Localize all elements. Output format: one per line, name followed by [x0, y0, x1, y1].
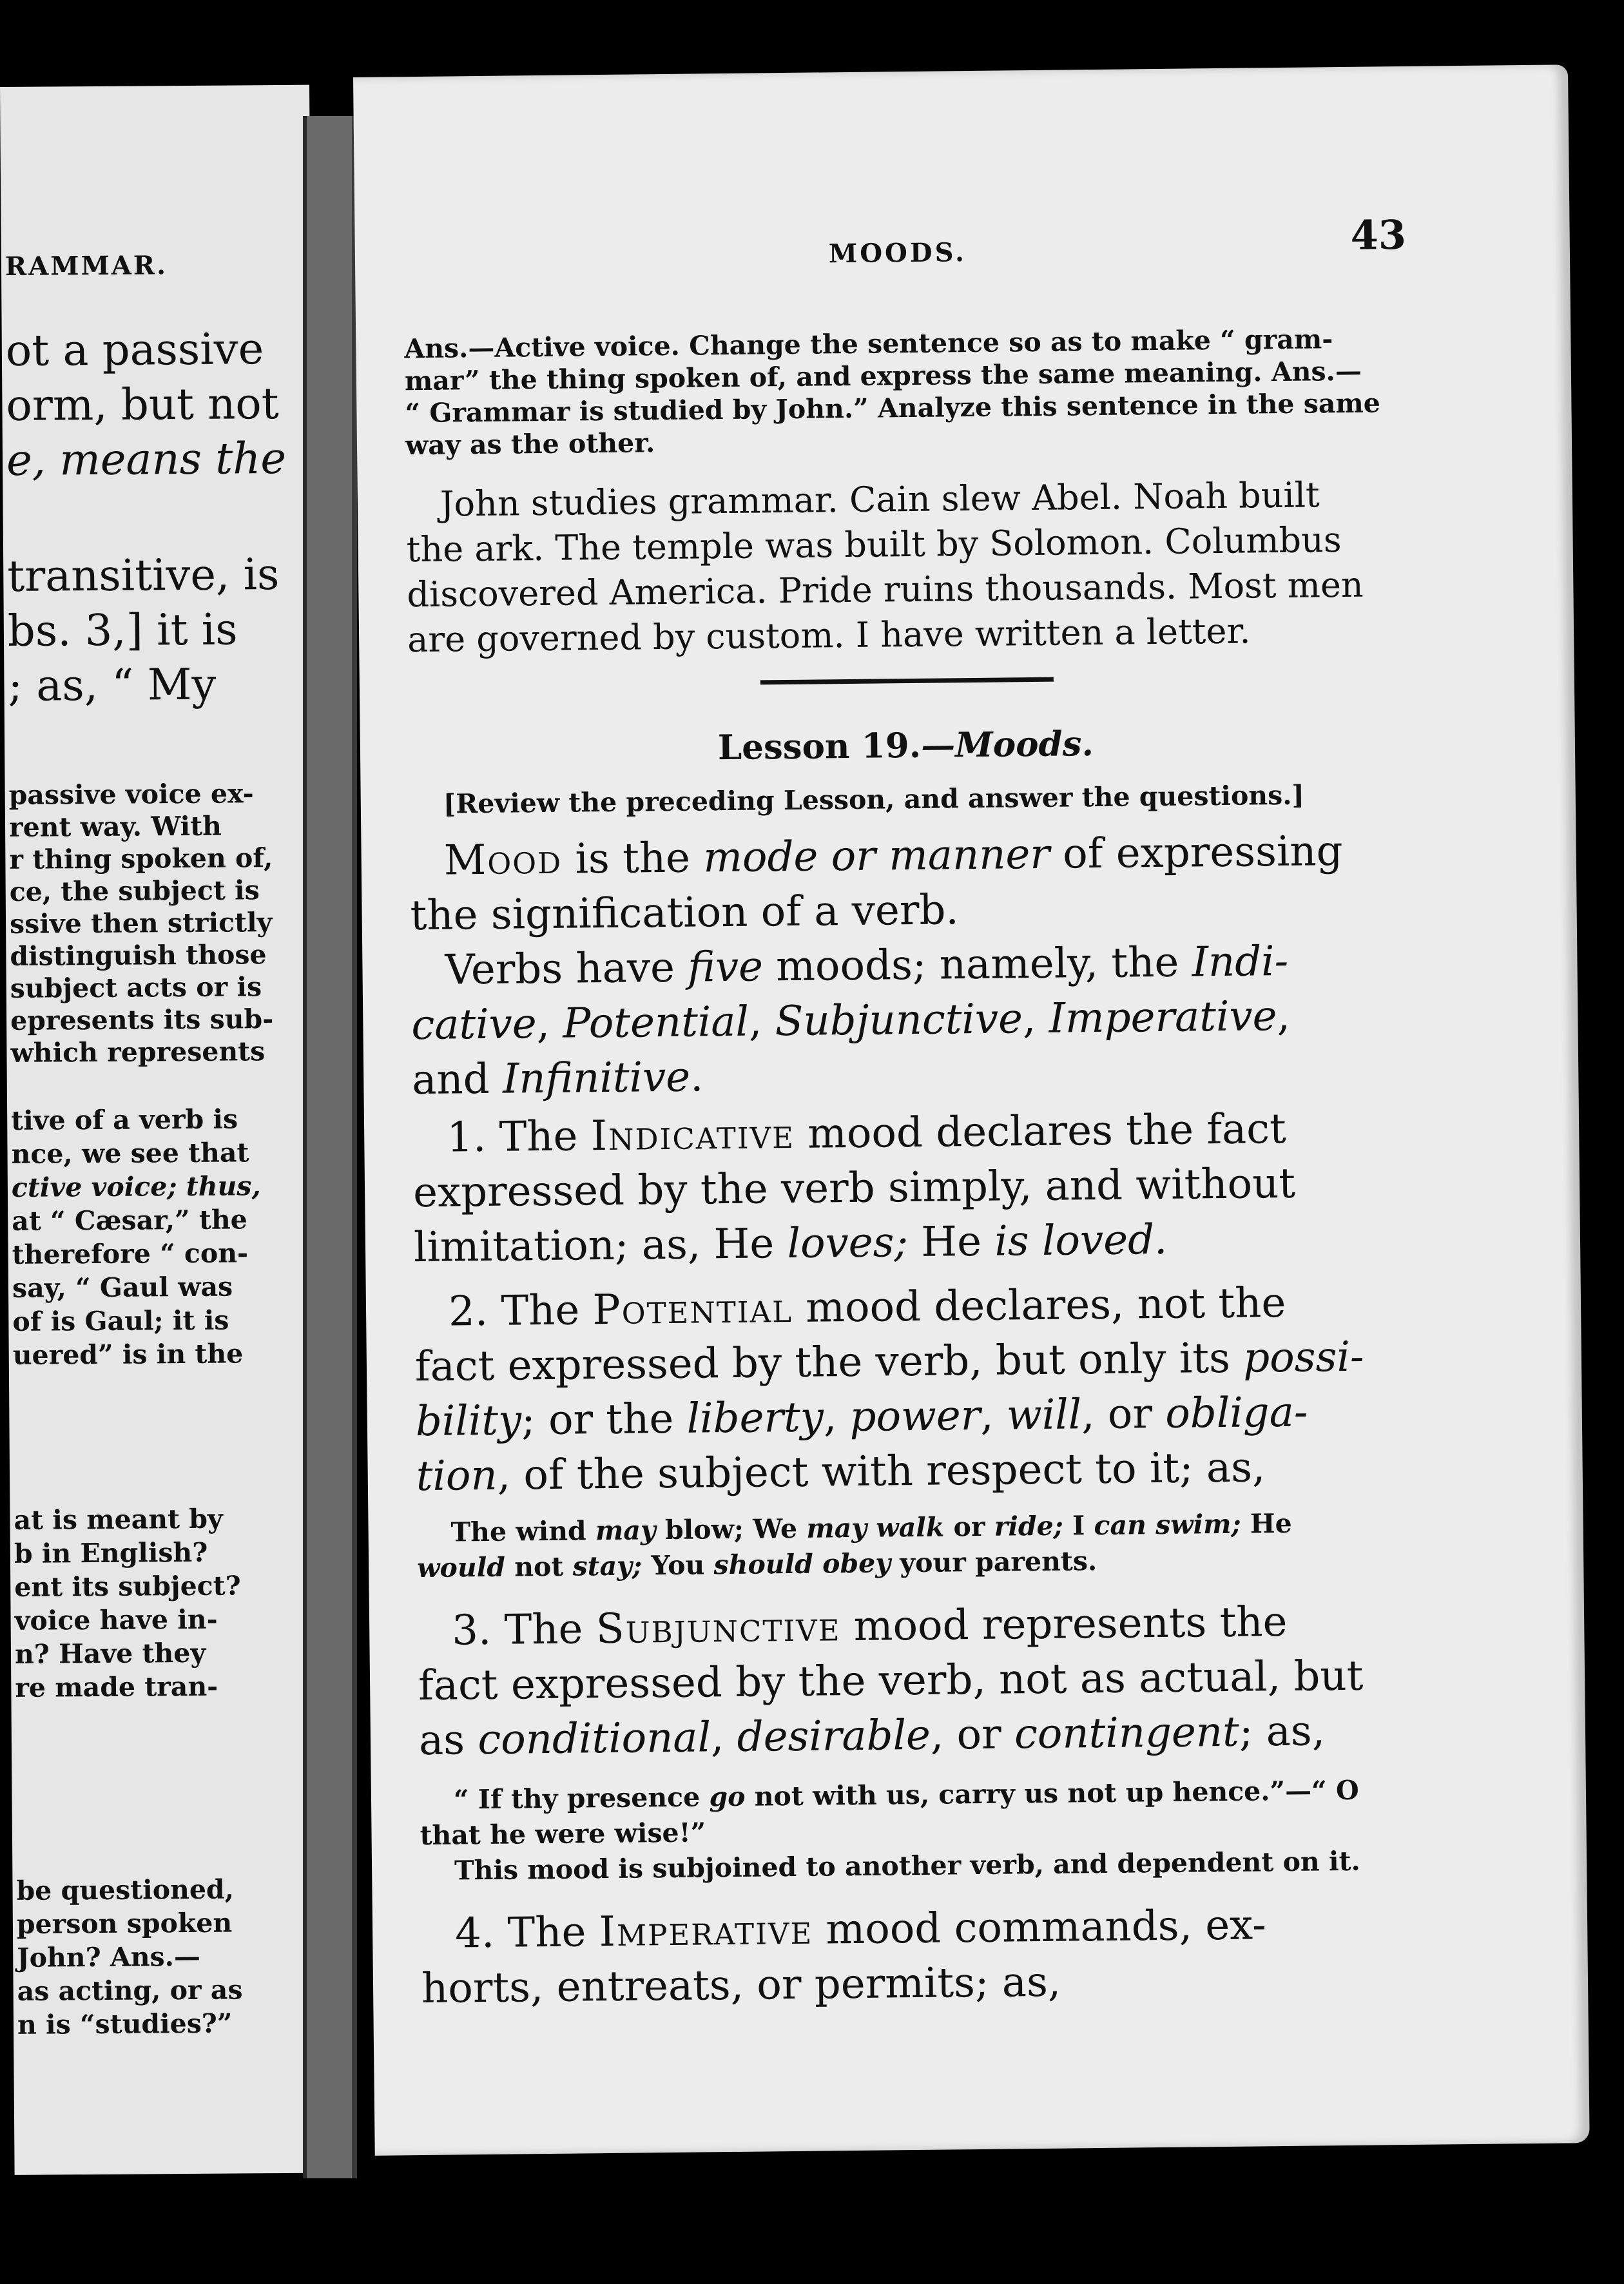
left-small-line: passive voice ex- — [8, 778, 254, 811]
left-small-line: epresents its sub- — [10, 1003, 274, 1036]
text-run: mood commands, ex- — [812, 1901, 1267, 1954]
text-run: conditional — [477, 1714, 711, 1765]
example-line: the ark. The temple was built by Solomon. Columbus — [406, 519, 1342, 570]
left-small-line: ce, the subject is — [9, 875, 260, 907]
text-run: , or — [930, 1710, 1015, 1759]
text-run: He — [907, 1217, 995, 1267]
left-small-line: ctive voice; thus, — [11, 1170, 261, 1203]
text-run: loves; — [787, 1219, 909, 1268]
indicative-line: expressed by the verb simply, and without — [412, 1159, 1296, 1217]
text-run: mood declares the fact — [794, 1105, 1287, 1158]
mood-definition-line — [445, 938, 1288, 994]
mood-definition-line — [412, 1053, 704, 1104]
potential-example — [417, 1545, 1097, 1583]
term-indicative: Indicative — [590, 1110, 795, 1161]
text-run: , or — [1081, 1389, 1166, 1439]
left-small-line: therefore “ con- — [12, 1237, 249, 1270]
subjunctive-example — [454, 1775, 1359, 1815]
left-small-line: be questioned, — [16, 1873, 235, 1906]
text-run: your parents. — [890, 1545, 1097, 1579]
text-run: , — [823, 1393, 850, 1442]
left-small-line: r thing spoken of, — [9, 842, 273, 875]
text-run: ; as, — [1239, 1707, 1326, 1756]
text-run: five — [687, 943, 764, 992]
text-run: , — [980, 1391, 1007, 1440]
text-run: or — [943, 1511, 994, 1543]
text-run: mood declares, not the — [792, 1279, 1286, 1332]
left-small-line: at “ Cæsar,” the — [12, 1204, 247, 1237]
left-big-line: orm, but not — [6, 378, 279, 431]
text-run: will — [1006, 1391, 1082, 1440]
left-big-line: transitive, is — [7, 548, 280, 601]
example-line: John studies grammar. Cain slew Abel. Noah built — [440, 474, 1320, 525]
text-run: blow; We — [655, 1513, 807, 1546]
left-small-line: distinguish those — [10, 939, 267, 972]
text-run: 1. The — [446, 1112, 592, 1162]
subjunctive-line — [419, 1707, 1326, 1765]
text-run: , — [1022, 994, 1050, 1043]
text-run: 4. The — [454, 1908, 600, 1958]
text-run: liberty — [686, 1393, 824, 1443]
text-run: I — [1063, 1510, 1094, 1542]
text-run: , — [710, 1713, 738, 1762]
subjunctive-example: that he were wise!” — [420, 1817, 706, 1852]
left-small-line: ssive then strictly — [9, 907, 273, 940]
left-small-line: nce, we see that — [11, 1137, 249, 1170]
text-run: He — [1241, 1507, 1292, 1540]
left-small-line: at is meant by — [14, 1503, 223, 1536]
left-big-line: bs. 3,] it is — [7, 604, 238, 656]
left-small-line: b in English? — [14, 1536, 208, 1569]
text-run: as — [418, 1716, 478, 1765]
left-running-head: RAMMAR. — [5, 250, 168, 282]
text-run: Imperative — [1049, 992, 1277, 1043]
mood-definition-line — [411, 992, 1290, 1049]
left-small-line: n is “studies?” — [17, 2008, 233, 2040]
text-run: limitation; as, He — [413, 1220, 788, 1272]
example-line: discovered America. Pride ruins thousands. Most men — [407, 564, 1364, 615]
left-small-line: voice have in- — [14, 1603, 218, 1636]
text-run: would — [416, 1551, 506, 1584]
indicative-line — [447, 1105, 1286, 1162]
indicative-line — [414, 1216, 1168, 1272]
text-run: may — [595, 1515, 656, 1547]
left-small-line: say, “ Gaul was — [12, 1271, 233, 1304]
potential-line — [415, 1389, 1308, 1446]
text-run: ; or the — [521, 1395, 687, 1445]
answer-line: Ans.—Active voice. Change the sentence so as to make “ gram- — [404, 324, 1333, 365]
review-note: [Review the preceding Lesson, and answer the questions.] — [443, 779, 1305, 820]
text-run: fact expressed by the verb, but only its — [414, 1334, 1244, 1391]
left-small-line: subject acts or is — [10, 971, 262, 1004]
text-run: , — [1277, 992, 1291, 1041]
term-mood: Mood — [443, 835, 563, 885]
text-run: “ If thy presence — [453, 1781, 710, 1815]
left-small-line: which represents — [10, 1036, 266, 1069]
text-run: Infinitive — [502, 1053, 691, 1103]
potential-line — [449, 1279, 1286, 1336]
text-run: power — [849, 1391, 981, 1442]
left-page — [0, 85, 324, 2175]
text-run: 2. The — [448, 1286, 593, 1336]
left-small-line: John? Ans.— — [17, 1940, 201, 1973]
imperative-line — [455, 1901, 1266, 1957]
text-run: , — [748, 998, 775, 1046]
left-small-line: rent way. With — [8, 810, 222, 843]
left-big-line: e, means the — [6, 432, 287, 485]
subjunctive-note: This mood is subjoined to another verb, and dependent on it. — [454, 1845, 1361, 1886]
text-run: go — [709, 1781, 746, 1813]
left-small-line: ent its subject? — [14, 1570, 241, 1603]
potential-line — [415, 1333, 1364, 1391]
text-run: of expressing — [1049, 827, 1343, 878]
text-run: not with us, carry us not up hence.”—“ O — [745, 1774, 1359, 1812]
left-small-line: re made tran- — [15, 1670, 218, 1703]
text-run: not — [505, 1551, 573, 1583]
text-run: desirable — [737, 1711, 931, 1761]
text-run: ride; — [994, 1510, 1064, 1542]
text-run: mood represents the — [840, 1598, 1288, 1651]
left-small-line: uered” is in the — [12, 1338, 244, 1371]
text-run: is the — [561, 834, 704, 884]
text-run: Potential — [562, 998, 749, 1048]
text-run: Subjunctive — [775, 995, 1023, 1046]
mood-definition-line — [443, 827, 1343, 885]
text-run: moods; namely, the — [762, 938, 1192, 991]
page-number: 43 — [1350, 211, 1407, 259]
potential-line — [416, 1444, 1265, 1500]
left-small-line: of is Gaul; it is — [12, 1304, 229, 1337]
text-run: . — [690, 1053, 704, 1101]
example-line: are governed by custom. I have written a letter. — [407, 610, 1251, 661]
left-small-line: as acting, or as — [17, 1974, 243, 2007]
section-rule — [760, 677, 1054, 685]
left-small-line: person spoken — [16, 1907, 233, 1940]
text-run: The wind — [450, 1515, 596, 1548]
lesson-topic: —Moods. — [920, 724, 1094, 766]
answer-line: mar” the thing spoken of, and express the same meaning. Ans.— — [404, 355, 1362, 397]
term-potential: Potential — [592, 1284, 793, 1335]
left-big-line: ; as, “ My — [8, 659, 217, 711]
text-run: You — [641, 1549, 714, 1582]
answer-line: “ Grammar is studied by John.” Analyze this sentence in the same — [405, 387, 1381, 429]
text-run: cative — [411, 1000, 537, 1050]
text-run: bility — [415, 1397, 522, 1446]
text-run: may walk — [806, 1511, 945, 1544]
text-run: can swim; — [1094, 1508, 1241, 1542]
answer-line: way as the other. — [405, 427, 655, 461]
text-run: 3. The — [451, 1605, 597, 1655]
term-imperative: Imperative — [599, 1906, 813, 1957]
subjunctive-line: fact expressed by the verb, not as actual, but — [418, 1652, 1364, 1710]
text-run: and — [411, 1055, 503, 1105]
running-head: MOODS. — [828, 237, 967, 269]
left-big-line: ot a passive — [5, 324, 264, 376]
right-page — [353, 64, 1590, 2156]
term-subjunctive: Subjunctive — [595, 1603, 841, 1654]
book-gutter — [303, 116, 357, 2178]
text-run: should obey — [713, 1547, 891, 1581]
text-run: Indi- — [1192, 937, 1289, 987]
text-run: , — [536, 1000, 563, 1049]
text-run: , of the subject with respect to it; as, — [497, 1444, 1266, 1500]
text-run: tion — [416, 1451, 498, 1501]
text-run: mode or manner — [702, 830, 1050, 882]
text-run: contingent — [1014, 1708, 1240, 1759]
potential-example — [450, 1508, 1292, 1548]
text-run: Verbs have — [445, 944, 688, 994]
text-run: obliga- — [1165, 1388, 1308, 1438]
text-run: stay; — [572, 1550, 643, 1582]
text-run: is loved. — [994, 1215, 1168, 1266]
subjunctive-line — [452, 1598, 1288, 1655]
lesson-number: Lesson 19. — [717, 725, 922, 768]
left-small-line: tive of a verb is — [11, 1103, 238, 1136]
imperative-line: horts, entreats, or permits; as, — [421, 1958, 1061, 2013]
lesson-heading — [718, 724, 1094, 768]
mood-definition-line: the signification of a verb. — [410, 886, 960, 940]
left-small-line: n? Have they — [14, 1637, 206, 1670]
text-run: possi- — [1242, 1333, 1364, 1382]
